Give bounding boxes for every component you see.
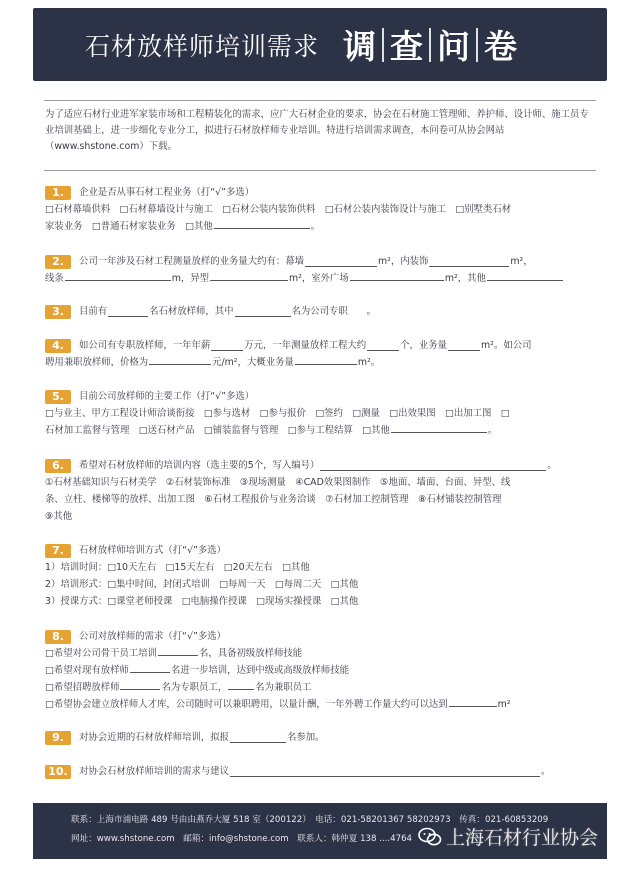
question-text: 名为专职员工， <box>161 682 228 693</box>
header-char: 查 <box>390 27 424 66</box>
fill-blank[interactable] <box>305 256 377 267</box>
question-text: m²，室外广场 <box>289 273 349 284</box>
question-text: 名为兼职员工 <box>255 682 312 693</box>
header-divider <box>476 28 478 62</box>
intro-rule <box>44 170 596 171</box>
options-line[interactable]: 1）培训时间：□10天左右 □15天左右 □20天左右 □其他 <box>45 562 310 573</box>
options-line: 条、立柱、楼梯等的放样、出加工图 ⑥石材工程报价与业务洽谈 ⑦石材加工控制管理 ⑧石材铺装控制管理 <box>45 494 502 505</box>
options-line[interactable]: 2）培训形式：□集中时间，封闭式培训 □每周一天 □每周二天 □其他 <box>45 579 359 590</box>
question-number: 4. <box>45 339 71 353</box>
top-rule <box>44 100 596 101</box>
footer-contact: 联系：上海市浦电路 489 号由由燕乔大厦 518 室（200122） 电话：021-58201367 58202973 传真：021-60853209 <box>71 815 549 825</box>
question-title: 目前公司放样师的主要工作（打“√”多选） <box>79 391 255 402</box>
fill-blank[interactable] <box>210 270 288 281</box>
question-text: 。 <box>366 306 376 317</box>
question-text: m² <box>497 699 511 710</box>
question-text: 目前有 <box>79 306 108 317</box>
wechat-icon <box>418 827 442 847</box>
question-text: 。 <box>541 766 551 777</box>
fill-blank[interactable] <box>211 340 243 351</box>
header-title: 石材放样师培训需求 <box>85 31 320 61</box>
question-number: 7. <box>45 544 71 558</box>
header-char: 问 <box>437 27 471 66</box>
question-text: 名石材放样师，其中 <box>149 306 234 317</box>
question-text: 名，具备初级放样师技能 <box>198 648 303 659</box>
question-text: 万元，一年测量放样工程大约 <box>244 340 367 351</box>
header-banner <box>33 8 607 81</box>
question-text: 公司一年涉及石材工程测量放样的业务量大约有：幕墙 <box>79 256 305 267</box>
options-line[interactable]: 家装业务 □普通石材家装业务 □其他 <box>45 221 213 232</box>
question-number: 10. <box>45 765 71 779</box>
options-line[interactable]: 石材加工监督与管理 □送石材产品 □铺装监督与管理 □参与工程结算 □其他 <box>45 425 390 436</box>
question-number: 1. <box>45 186 71 200</box>
fill-blank[interactable] <box>108 306 148 317</box>
fill-blank[interactable] <box>230 732 286 743</box>
question-number: 5. <box>45 390 71 404</box>
question-5: 5. 目前公司放样师的主要工作（打“√”多选） □与业主、甲方工程设计师洽谈衔接 □参与选材 □参与报价 □签约 □测量 □出效果图 □出加工图 □ 石材加工监督与管理 □送石材产品 □铺装监督与管理 □参与工程结算 □其他 。 <box>45 388 601 439</box>
fill-blank[interactable] <box>391 422 487 433</box>
question-text: 对协会近期的石材放样师培训，拟报 <box>79 732 230 743</box>
question-text: 对协会石材放样师培训的需求与建议 <box>79 766 230 777</box>
question-1: 1. 企业是否从事石材工程业务（打“√”多选） □石材幕墙供料 □石材幕墙设计与施工 □石材公装内装饰供料 □石材公装内装饰设计与施工 □别墅类石材 家装业务 □普通石材家装业务 □其他 。 <box>45 184 601 235</box>
question-9 <box>45 729 601 746</box>
fill-blank[interactable] <box>120 679 160 690</box>
question-7 <box>45 542 601 610</box>
options-line[interactable]: □石材幕墙供料 □石材幕墙设计与施工 □石材公装内装饰供料 □石材公装内装饰设计与施工 □别墅类石材 <box>45 204 512 215</box>
fill-blank[interactable] <box>487 270 563 281</box>
question-number: 6. <box>45 459 71 473</box>
question-2 <box>45 253 601 287</box>
option-checkbox-line[interactable]: □希望对现有放样师 <box>45 665 129 676</box>
option-checkbox-line[interactable]: □希望协会建立放样师人才库，公司随时可以兼职聘用，以量计酬，一年外聘工作量大约可以达到 <box>45 699 448 710</box>
question-text: m²， <box>510 256 533 267</box>
question-text: m²。 <box>357 357 381 368</box>
options-line: ⑨其他 <box>45 511 73 522</box>
question-text: m²。如公司 <box>481 340 532 351</box>
question-text: 名进一步培训，达到中级或高级放样师技能 <box>170 665 349 676</box>
question-text: 聘用兼职放样师，价格为 <box>45 357 149 368</box>
question-4 <box>45 337 601 371</box>
question-text: 如公司有专职放样师，一年年薪 <box>79 340 211 351</box>
header-char: 调 <box>343 27 377 66</box>
option-checkbox-line[interactable]: □希望对公司骨干员工培训 <box>45 648 157 659</box>
question-number: 3. <box>45 305 71 319</box>
question-title: 希望对石材放样师的培训内容（选主要的5个，写入编号） <box>79 460 320 471</box>
fill-blank[interactable] <box>350 270 444 281</box>
fill-blank[interactable] <box>449 696 497 707</box>
fill-blank[interactable] <box>320 460 546 471</box>
intro-text: 为了适应石材行业进军家装市场和工程精装化的需求，应广大石材企业的要求，协会在石材施工管理师、养护师、设计师、施工员专业培训基础上，进一步细化专业分工，拟进行石材放样师专业培训。特进行培训需求调查，本问卷可从协会网站（www.shstone.com）下载。 <box>45 109 589 152</box>
watermark-text: 上海石材行业协会 <box>446 827 599 849</box>
question-text: 个，业务量 <box>400 340 448 351</box>
question-number: 9. <box>45 731 71 745</box>
fill-blank[interactable] <box>158 645 198 656</box>
question-6: 6. 希望对石材放样师的培训内容（选主要的5个，写入编号） 。 ①石材基础知识与石材美学 ②石材装饰标准 ③现场测量 ④CAD效果图制作 ⑤地面、墙面、台面、异型、线 条、立柱、楼梯等的放样、出加工图 ⑥石材工程报价与业务洽谈 ⑦石材加工控制管理 ⑧石材铺装控制管理 ⑨其他 <box>45 457 601 525</box>
fill-blank[interactable] <box>149 354 211 365</box>
fill-blank[interactable] <box>295 354 357 365</box>
question-text: m，异型 <box>171 273 210 284</box>
header-char: 卷 <box>484 27 518 66</box>
fill-blank[interactable] <box>130 662 170 673</box>
watermark <box>418 823 598 850</box>
question-title: 公司对放样师的需求（打“√”多选） <box>79 631 226 642</box>
question-text: m²，内装饰 <box>378 256 429 267</box>
options-line: ①石材基础知识与石材美学 ②石材装饰标准 ③现场测量 ④CAD效果图制作 ⑤地面、墙面、台面、异型、线 <box>45 477 511 488</box>
question-10 <box>45 763 601 780</box>
question-text: m²，其他 <box>444 273 486 284</box>
question-8 <box>45 628 601 713</box>
fill-blank[interactable] <box>448 340 480 351</box>
fill-blank[interactable] <box>235 306 291 317</box>
options-line[interactable]: □与业主、甲方工程设计师洽谈衔接 □参与选材 □参与报价 □签约 □测量 □出效果图 □出加工图 □ <box>45 408 510 419</box>
fill-blank[interactable] <box>214 218 310 229</box>
question-3 <box>45 303 601 320</box>
fill-blank[interactable] <box>367 340 399 351</box>
question-text: 名为公司专职 <box>291 306 348 317</box>
question-number: 2. <box>45 255 71 269</box>
question-text: 名参加。 <box>287 732 325 743</box>
fill-blank[interactable] <box>429 256 509 267</box>
question-text: 线条 <box>45 273 64 284</box>
question-title: 石材放样师培训方式（打“√”多选） <box>79 545 226 556</box>
fill-blank[interactable] <box>230 766 540 777</box>
question-number: 8. <box>45 630 71 644</box>
footer-web: 网址：www.shstone.com 邮箱：info@shstone.com 联系人：韩仲夏 138 ....4764 <box>71 834 413 844</box>
header-title-chars <box>337 21 523 68</box>
option-checkbox-line[interactable]: □希望招聘放样师 <box>45 682 120 693</box>
question-title: 企业是否从事石材工程业务（打“√”多选） <box>79 187 255 198</box>
header-divider <box>429 28 431 62</box>
options-line[interactable]: 3）授课方式：□课堂老师授课 □电脑操作授课 □现场实操授课 □其他 <box>45 596 359 607</box>
question-text: 元/m²，大概业务量 <box>212 357 294 368</box>
fill-blank[interactable] <box>228 679 254 690</box>
fill-blank[interactable] <box>65 270 171 281</box>
header-divider <box>382 28 384 62</box>
